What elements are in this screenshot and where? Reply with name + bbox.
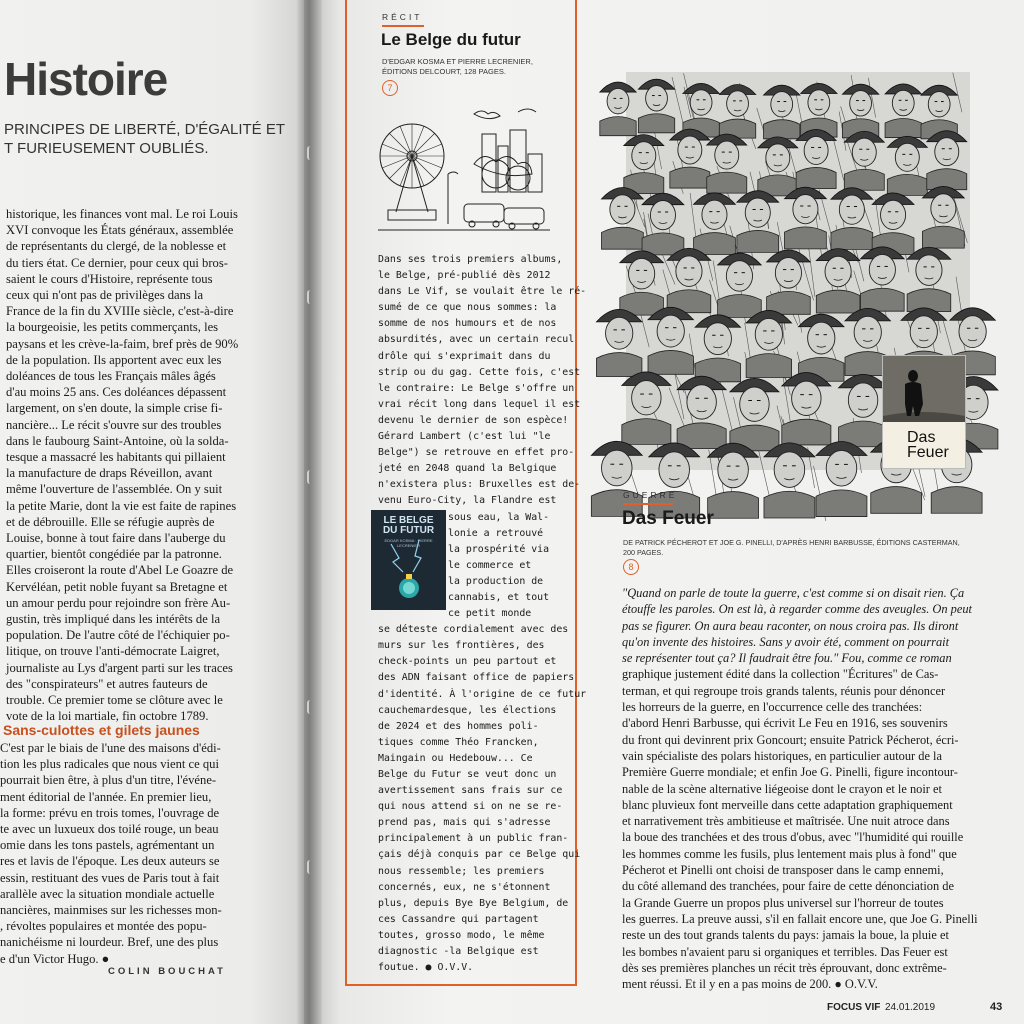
page-number: 43 [990, 1001, 1003, 1013]
text-line: , révoltes populaires et montée des popu- [0, 919, 207, 934]
soldier-figure [796, 129, 836, 188]
recit-credits [382, 57, 533, 76]
soldier-figure [764, 85, 800, 139]
text-line: nable de la scène alternative liégeoise dont le crayon et le noir et [622, 781, 942, 796]
text-line: omie dans les tons pastels, agrémentant un [0, 838, 215, 853]
text-line: des "conspirateurs" et autres fauteurs de [6, 676, 208, 691]
text-line: pourrait bien être, à plus d'un titre, l'événe- [0, 773, 217, 788]
text-line: Pécherot et Pinelli ont choisi de transposer dans le camp ennemi, [622, 863, 944, 878]
text-line: le contraire: Le Belge s'offre un [378, 382, 575, 394]
soldier-figure [831, 188, 873, 250]
text-line: se déteste cordialement avec des [378, 624, 569, 636]
soldier-figure [622, 372, 671, 444]
text-line: tion les plus radicales que nous vient ce qui [0, 757, 219, 772]
text-line: terman, et qui regroupe trois grands talents, réunis pour dénoncer [622, 683, 946, 698]
soldier-figure [642, 193, 684, 255]
guerre-rating-badge: 8 [623, 559, 639, 575]
soldier-figure [620, 251, 664, 315]
text-line: essin, restituant des vues de Paris tout à fait [0, 870, 220, 885]
left-article-body-continued [0, 740, 248, 967]
soldier-figure [707, 134, 747, 193]
ferris-wheel-illustration [378, 104, 550, 242]
text-line: dans Le Vif, se voulait être le ré- [378, 286, 587, 298]
text-line: étouffe les paroles. On est là, à regarder comme des aveugles. On peut [622, 602, 972, 617]
text-line: la prospérité via [448, 543, 550, 555]
left-article-body [6, 206, 252, 725]
soldier-figure [694, 193, 736, 255]
soldier-figure [718, 253, 762, 317]
cover-art [371, 510, 446, 610]
text-line: gustin, très impliqué dans les intérêts de la [6, 612, 221, 627]
text-line: de représentants du clergé, de la noblesse et [6, 239, 227, 254]
soldier-figure [799, 314, 844, 381]
text-line: paysans et les crève-la-faim, bref près de 90% [6, 336, 239, 351]
credits-line: 200 PAGES. [623, 547, 664, 557]
text-line: prend pas, mais qui s'adresse [378, 817, 551, 829]
text-line: blanc pluvieux font merveille dans cette adaptation graphiquement [622, 797, 953, 812]
binding-stitch [307, 470, 315, 484]
text-line: se représenter tout ça? Il faudrait être fou." Fou, comme ce roman [622, 651, 952, 666]
soldier-figure [839, 374, 888, 446]
text-line: les hommes comme les fusils, plus lentement mais plus à fond" que [622, 846, 957, 861]
text-line: drôle qui s'exprimait dans du [378, 350, 551, 362]
article-subhead: Sans-culottes et gilets jaunes [3, 722, 200, 738]
text-line: ment éditorial de l'année. En premier lieu, [0, 789, 212, 804]
text-line: tiques comme Théo Francken, [378, 736, 539, 748]
text-line: Elles croiseront la route d'Abel Le Goazre de [6, 563, 234, 578]
text-line: XVI convoque les États généraux, assemblée [6, 223, 234, 238]
text-line: les guerres. La preuve aussi, s'il en fallait encore une, que Joe G. Pinelli [622, 911, 978, 926]
recit-title: Le Belge du futur [381, 30, 521, 49]
soldier-figure [816, 249, 860, 313]
credits-line: ÉDITIONS DELCOURT, 128 PAGES. [382, 66, 506, 76]
soldier-figure [677, 376, 726, 448]
text-line: ment réussi. Et il y en a pas moins de 200. ● O.V.V. [622, 977, 878, 992]
text-line: ceux qui n'ont pas de privilèges dans la [6, 288, 204, 303]
text-line: devenu le dernier de son espèce! [378, 414, 569, 426]
text-line: çais déjà conquis par ce Belge qui [378, 849, 581, 861]
text-line: toutes, grosso modo, le même [378, 929, 545, 941]
soldier-figure [719, 84, 755, 138]
text-line: Belge du Futur se veut donc un [378, 769, 557, 780]
kicker-underline [382, 25, 424, 27]
left-page [0, 0, 312, 1024]
text-line: vain spécialiste des polars historiques, en particulier autour de la [622, 748, 942, 763]
soldier-figure [921, 85, 957, 139]
guerre-credits [623, 538, 960, 557]
text-line: du tiers état. Ce dernier, pour ceux qui bros- [6, 255, 228, 270]
text-line: largement, on s'en doute, la simple crise fi- [6, 401, 223, 416]
text-line: nancières, mainmises sur les richesses mon- [0, 903, 222, 918]
text-line: et narrativement très ambitieuse et maîtrisée. Une nuit atroce dans [622, 814, 950, 829]
text-line: la boue des tranchées et des trous d'obus, avec "l'humidité qui rouille [622, 830, 964, 845]
text-line: France de la fin du XVIIIe siècle, c'est-à-dire [6, 304, 234, 319]
text-line: n'existera plus: Bruxelles est de- [378, 479, 581, 491]
kicker-underline [623, 503, 673, 505]
soldier-figure [670, 129, 710, 188]
text-line: Louise, bonne à tout faire dans l'auberge du [6, 531, 226, 546]
text-line: population. De l'autre côté de l'échiquier po- [6, 628, 230, 643]
text-line: sumé de ce que nous sommes: la [378, 302, 557, 314]
text-line: du côté allemand des tranchées, pour faire de cette dénonciation de [622, 879, 954, 894]
text-line: qui nous attend si on ne se re- [378, 801, 563, 813]
soldier-figure [907, 247, 951, 311]
text-line: check-points un peu partout et [378, 656, 557, 668]
text-line: ce petit monde [448, 608, 532, 620]
credits-line: D'EDGAR KOSMA ET PIERRE LECRENIER, [382, 57, 533, 66]
soldier-figure [737, 191, 779, 253]
binding-stitch [307, 146, 315, 160]
soldier-figure [624, 135, 664, 194]
soldier-figure [767, 250, 811, 314]
soldier-figure [861, 247, 905, 311]
soldier-figure [638, 79, 674, 133]
text-line: la petite Marie, dont la vie est faite de rapines [6, 498, 237, 513]
author-signature: COLIN BOUCHAT [108, 966, 226, 977]
text-line: lonie a retrouvé [448, 527, 544, 539]
text-line: e d'un Victor Hugo. ● [0, 951, 110, 966]
text-line: Belge") se retrouve en effet pro- [378, 447, 575, 459]
cover-title-line: Feuer [907, 444, 949, 461]
text-line: Kervéléan, petit noble fuyant sa Bretagne et [6, 579, 228, 594]
text-line: la bourgeoisie, les petits commerçants, les [6, 320, 219, 335]
text-line: la forme: prévu en trois tomes, l'ouvrage de [0, 805, 220, 820]
text-line: un amour perdu pour rejoindre son frère Au- [6, 595, 231, 610]
text-line: d'abord Henri Barbusse, qui écrivit Le Feu en 1916, ses souvenirs [622, 716, 948, 731]
soldier-figure [887, 136, 927, 195]
footer-date: 24.01.2019 [885, 1002, 936, 1013]
soldier-figure [844, 131, 884, 190]
text-line: vrai récit long dans lequel il est [378, 398, 581, 410]
soldier-figure [872, 193, 914, 255]
text-line: nous ressemble; les premiers [378, 865, 545, 877]
soldier-figure [648, 307, 693, 374]
soldier-figure [782, 373, 831, 445]
soldier-figure [758, 137, 798, 196]
recit-rating-badge: 7 [382, 80, 398, 96]
text-line: dès ses premières planches un récit très éprouvant, donc extrême- [622, 960, 947, 975]
text-line: Gérard Lambert (c'est lui "le [378, 431, 551, 443]
text-line: d'au moins 25 ans. Ces doléances dépassent [6, 385, 227, 400]
soldier-figure [785, 187, 827, 249]
guerre-kicker: GUERRE [623, 490, 678, 500]
text-line: avertissement sans frais sur ce [378, 785, 563, 797]
text-line: doléances de tous les Français mâles âgés [6, 369, 216, 384]
text-line: res et lavis de l'époque. Les deux auteurs se [0, 854, 220, 869]
text-line: et de débrouille. Elle se réfugie auprès de [6, 514, 215, 529]
cover-title [907, 430, 949, 460]
binding-stitch [307, 290, 315, 304]
soldier-figure [927, 131, 967, 190]
text-line: le commerce et [448, 559, 532, 571]
text-line: le Belge, pré-publié dès 2012 [378, 270, 551, 282]
text-line: qu'on invente des histoires. Sans y avoir été, comment on pourrait [622, 634, 950, 649]
text-line: du front qui devinrent prix Goncourt; ensuite Patrick Pécherot, écri- [622, 732, 959, 747]
text-line: somme de nos humours et de nos [378, 318, 557, 330]
text-line: cauchemardesque, les élections [378, 704, 557, 716]
recit-kicker: RÉCIT [382, 12, 423, 22]
footer-magazine-name: FOCUS VIF [827, 1002, 881, 1013]
text-line: saient le cours d'Histoire, représente tous [6, 271, 213, 286]
text-line: dans le faubourg Saint-Antoine, où la solda- [6, 433, 229, 448]
text-line: arallèle avec la situation mondiale actuelle [0, 886, 215, 901]
text-line: foutue. ● O.V.V. [378, 962, 474, 974]
text-line: absurdités, avec un certain recul [378, 334, 575, 346]
text-line: Première Guerre mondiale; et enfin Joe G. Pinelli, figure incontour- [622, 765, 958, 780]
text-line: Dans ses trois premiers albums, [378, 254, 563, 265]
text-line: reste un des tout grands talents du pays: jamais la boue, la pluie et [622, 928, 949, 943]
text-line: même l'ouverture de l'assemblée. On y suit [6, 482, 223, 497]
cover-title-line: Das [907, 429, 936, 446]
text-line: la manufacture de draps Réveillon, avant [6, 466, 213, 481]
binding-stitch [307, 860, 315, 874]
belge-du-futur-cover [371, 510, 446, 610]
text-line: ces Cassandre qui partagent [378, 913, 539, 925]
text-line: strip ou du gag. Cette fois, c'est [378, 366, 581, 378]
text-line: les horreurs de la guerre, en l'occurrence celle des tranchées: [622, 700, 923, 715]
text-line: te avec un luxueux dos toilé rouge, un beau [0, 822, 219, 837]
text-line: plus, depuis Bye Bye Belgium, de [378, 897, 569, 909]
cover-authors: EDGAR KOSMA · PIERRE LECRENIER [384, 538, 433, 548]
text-line: quartier, bientôt congédiée par la patronne. [6, 547, 222, 562]
text-line: diagnostic -la Belgique est [378, 946, 539, 958]
text-line: venu Euro-City, la Flandre est [378, 495, 557, 507]
cover-title-line: DU FUTUR [382, 525, 435, 536]
guerre-article-body [622, 585, 978, 992]
credits-line: DE PATRICK PÉCHEROT ET JOE G. PINELLI, D'APRÈS HENRI BARBUSSE, ÉDITIONS CASTERMAN, [623, 538, 960, 547]
binding-stitch [307, 700, 315, 714]
text-line: la Grande Guerre un propos plus universel sur l'horreur de toutes [622, 895, 944, 910]
text-line: nancière... Le récit s'ouvre sur des troubles [6, 417, 222, 432]
text-line: de la population. Ils apportent avec eux les [6, 352, 222, 367]
section-deck [4, 120, 304, 158]
guerre-title: Das Feuer [622, 508, 714, 529]
soldier-figure [885, 84, 921, 138]
cover-title-line: LE BELGE [383, 515, 434, 526]
section-title: Histoire [4, 53, 168, 105]
text-line: trouble. Ce premier tome se clôture avec le [6, 693, 223, 708]
text-line: cannabis, et tout [448, 591, 550, 603]
text-line: principalement à un public fran- [378, 833, 569, 845]
soldier-figure [842, 84, 878, 138]
text-line: la production de [448, 575, 544, 587]
text-line: graphique justement édité dans la collection "Écritures" de Cas- [622, 667, 939, 682]
text-line: nanichéisme ni lourdeur. Bref, une des plus [0, 935, 219, 950]
text-line: litique, on trouve l'anti-démocrate Laigret, [6, 644, 220, 659]
text-line: historique, les finances vont mal. Le roi Louis [6, 207, 238, 221]
deck-line: T FURIEUSEMENT OUBLIÉS. [4, 140, 209, 157]
text-line: sous eau, la Wal- [448, 511, 550, 523]
text-line: vote de la loi martiale, fin octobre 1789. [6, 709, 209, 724]
text-line: C'est par le biais de l'une des maisons d'édi- [0, 741, 221, 755]
text-line: "Quand on parle de toute la guerre, c'est comme si on disait rien. Ça [622, 586, 965, 600]
recit-article-body [378, 252, 587, 976]
text-line: tesque a massacré les habitants qui pillaient [6, 450, 226, 465]
text-line: pas se figurer. On aura beau raconter, on nous croira pas. Ils diront [622, 618, 959, 633]
text-line: d'identité. À l'origine de ce futur [378, 688, 587, 700]
text-line: Maingain ou Hedebouw... Ce [378, 752, 533, 764]
soldier-figure [801, 83, 837, 137]
text-line: journaliste au Lys d'argent parti sur les traces [6, 660, 233, 675]
text-line: les bombes n'avaient paru si organiques et terribles. Das Feuer est [622, 944, 948, 959]
text-line: de 2024 et des hommes poli- [378, 720, 539, 732]
text-line: jeté en 2048 quand la Belgique [378, 463, 557, 475]
das-feuer-cover [882, 355, 966, 469]
deck-line: PRINCIPES DE LIBERTÉ, D'ÉGALITÉ ET [4, 121, 285, 138]
soldier-figure [695, 315, 740, 382]
text-line: des ADN faisant office de papiers [378, 672, 575, 684]
text-line: murs sur les frontières, des [378, 640, 545, 652]
text-line: concernés, eux, ne s'étonnent [378, 881, 551, 893]
